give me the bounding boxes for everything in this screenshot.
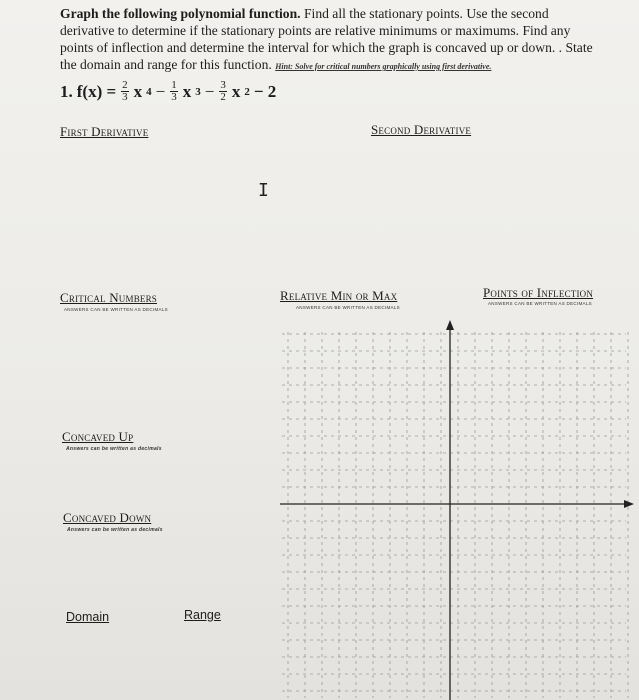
- instructions-body: Find all the stationary points. Use the second derivative to determine if the stationary points are relative minimums or maximums. Find any points of inflection and determine the interval for which the graph is concaved up or down. . State the domain and range for this function.: [60, 6, 593, 72]
- function-name: f(x) =: [76, 81, 117, 101]
- points-of-inflection-label: Points of Inflection: [483, 285, 594, 300]
- minus-sign: −: [155, 81, 166, 101]
- coordinate-grid: [280, 318, 636, 700]
- text-cursor-icon: I: [258, 180, 269, 201]
- critical-numbers-note: ANSWERS CAN BE WRITTEN AS DECIMALS: [64, 307, 168, 312]
- term-2-var: x: [182, 81, 192, 101]
- coef-fraction-2: $\frac{1}{3}$: [171, 79, 177, 103]
- second-derivative-label: Second Derivative: [371, 122, 472, 137]
- instructions-lead: Graph the following polynomial function.: [60, 6, 301, 21]
- domain-label: Domain: [66, 610, 110, 624]
- hint-text: Hint: Solve for critical numbers graphically using first derivative.: [275, 62, 492, 71]
- coef-fraction-1: $\frac{2}{3}$: [122, 79, 128, 103]
- instructions-paragraph: [60, 5, 605, 75]
- term-1-exp: 4: [146, 85, 152, 98]
- concaved-up-label: Concaved Up: [62, 429, 134, 444]
- constant-term: − 2: [253, 81, 277, 101]
- points-of-inflection-note: ANSWERS CAN BE WRITTEN AS DECIMALS: [488, 301, 592, 306]
- problem-1-equation: [60, 80, 276, 103]
- concaved-up-note: Answers can be written as decimals: [66, 446, 162, 452]
- term-2-exp: 3: [195, 85, 201, 98]
- coef-fraction-3: $\frac{3}{2}$: [220, 79, 226, 103]
- concaved-down-note: Answers can be written as decimals: [67, 527, 163, 533]
- minus-sign: −: [204, 81, 215, 101]
- y-axis-arrow-icon: [446, 320, 454, 330]
- concaved-down-label: Concaved Down: [63, 510, 152, 525]
- first-derivative-label: First Derivative: [60, 124, 149, 139]
- relative-min-max-note: ANSWERS CAN BE WRITTEN AS DECIMALS: [296, 305, 400, 310]
- term-3-var: x: [231, 81, 241, 101]
- range-label: Range: [184, 608, 221, 622]
- relative-min-max-label: Relative Min or Max: [280, 288, 398, 303]
- critical-numbers-label: Critical Numbers: [60, 290, 158, 305]
- problem-number: 1.: [60, 81, 73, 101]
- term-3-exp: 2: [244, 85, 250, 98]
- x-axis-arrow-icon: [624, 500, 634, 508]
- term-1-var: x: [133, 81, 143, 101]
